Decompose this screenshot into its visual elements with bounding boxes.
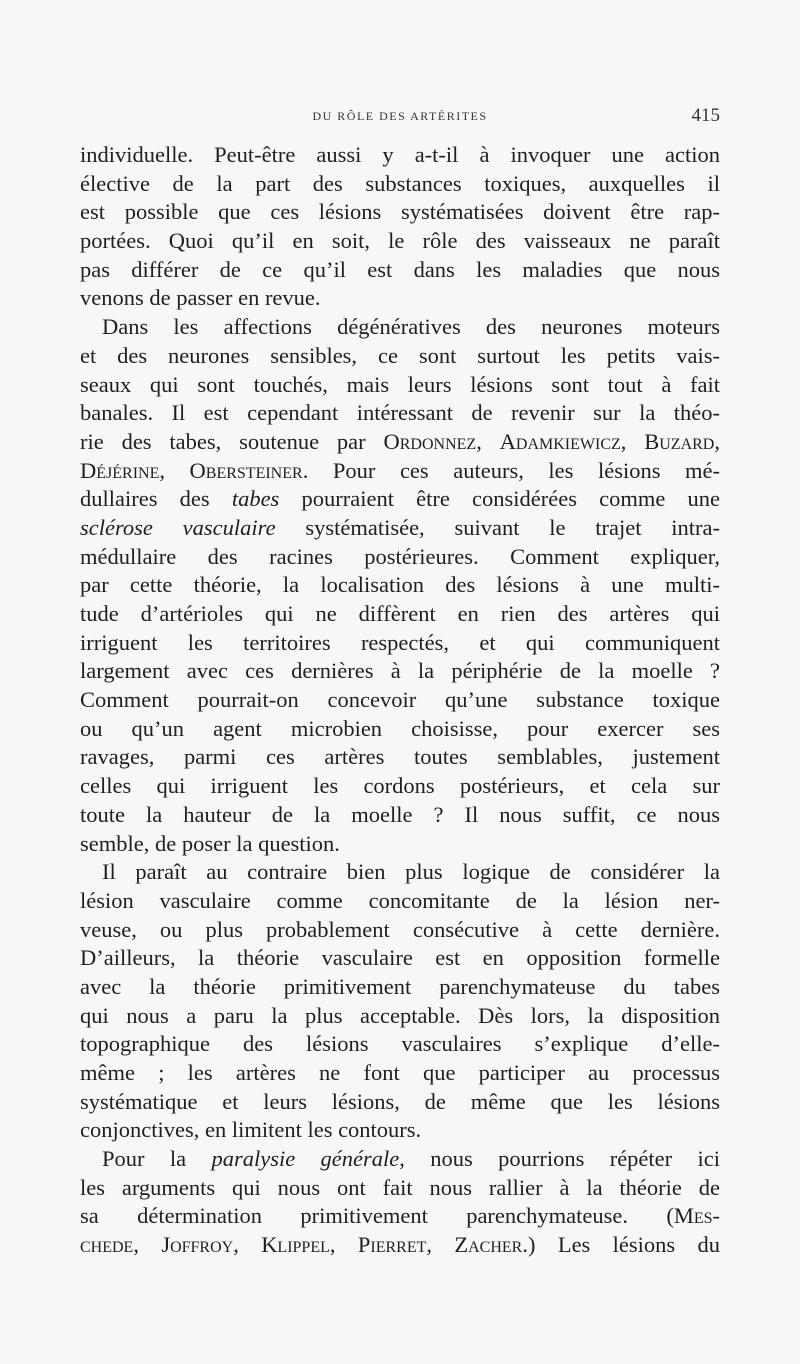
text-line: par cette théorie, la localisation des lésions à une multi- [80, 572, 720, 598]
text-line: conjonctives, en limitent les contours. [80, 1117, 422, 1143]
text-line: semble, de poser la question. [80, 830, 340, 856]
text-line: avec la théorie primitivement parenchymateuse du tabes [80, 973, 720, 999]
text-line: topographique des lésions vasculaires s’explique d’elle- [80, 1031, 720, 1057]
text-line: sa détermination primitivement parenchymateuse. (Mes- [80, 1203, 720, 1229]
running-title: DU RÔLE DES ARTÉRITES [312, 109, 488, 123]
text-line: lésion vasculaire comme concomitante de la lésion ner- [80, 887, 720, 913]
text-line: et des neurones sensibles, ce sont surtout les petits vais- [80, 342, 720, 368]
text-line: portées. Quoi qu’il en soit, le rôle des vaisseaux ne paraît [80, 228, 720, 254]
text-line: même ; les artères ne font que participer au processus [80, 1060, 720, 1085]
text-line: banales. Il est cependant intéressant de revenir sur la théo- [80, 400, 720, 426]
text-line: D’ailleurs, la théorie vasculaire est en opposition formelle [80, 945, 720, 971]
text-line: Comment pourrait-on concevoir qu’une substance toxique [80, 687, 720, 713]
text-line: rie des tabes, soutenue par Ordonnez, Adamkiewicz, Buzard, [80, 428, 720, 454]
text-line: venons de passer en revue. [80, 285, 321, 311]
text-line: toute la hauteur de la moelle ? Il nous suffit, ce nous [80, 801, 720, 827]
text-line: élective de la part des substances toxiques, auxquelles il [80, 170, 720, 196]
text-line: celles qui irriguent les cordons postérieurs, et cela sur [80, 773, 720, 799]
page-header [80, 105, 720, 127]
body-text [80, 141, 720, 1260]
text-line: les arguments qui nous ont fait nous rallier à la théorie de [80, 1174, 720, 1200]
text-line: Dans les affections dégénératives des neurones moteurs [102, 314, 720, 340]
text-line: irriguent les territoires respectés, et qui communiquent [80, 629, 720, 655]
text-line: individuelle. Peut-être aussi y a-t-il à invoquer une action [80, 142, 720, 167]
text-line: tude d’artérioles qui ne diffèrent en rien des artères qui [80, 601, 720, 626]
text-line: chede, Joffroy, Klippel, Pierret, Zacher.) Les lésions du [80, 1232, 721, 1258]
text-line: ou qu’un agent microbien choisisse, pour exercer ses [80, 715, 720, 741]
page-number: 415 [691, 105, 720, 126]
text-line: veuse, ou plus probablement consécutive à cette dernière. [80, 916, 720, 942]
text-line: dullaires des tabes pourraient être considérées comme une [80, 486, 721, 512]
text-line: qui nous a paru la plus acceptable. Dès lors, la disposition [80, 1002, 720, 1028]
text-line: largement avec ces dernières à la périphérie de la moelle ? [80, 658, 720, 684]
text-line: seaux qui sont touchés, mais leurs lésions sont tout à fait [80, 371, 720, 397]
text-line: sclérose vasculaire systématisée, suivant le trajet intra- [80, 514, 720, 540]
text-line: Il paraît au contraire bien plus logique de considérer la [102, 859, 720, 885]
text-line: est possible que ces lésions systématisées doivent être rap- [80, 199, 720, 225]
text-line: ravages, parmi ces artères toutes semblables, justement [80, 744, 720, 770]
text-line: Déjérine, Obersteiner. Pour ces auteurs, les lésions mé- [80, 457, 720, 483]
text-line: Pour la paralysie générale, nous pourrions répéter ici [102, 1146, 720, 1172]
text-line: pas différer de ce qu’il est dans les maladies que nous [80, 256, 720, 282]
text-line: médullaire des racines postérieures. Comment expliquer, [80, 543, 720, 569]
text-line: systématique et leurs lésions, de même que les lésions [80, 1088, 720, 1114]
